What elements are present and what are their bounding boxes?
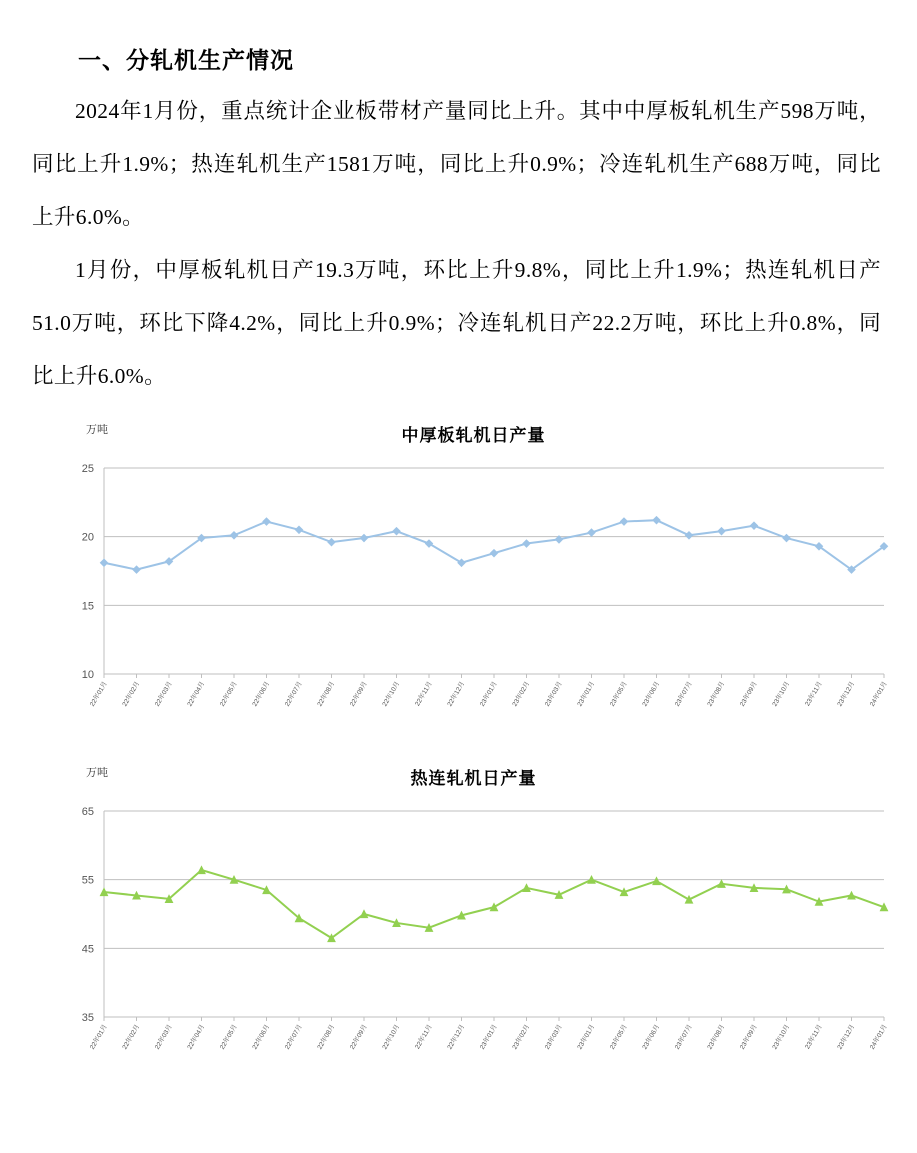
svg-text:10: 10 xyxy=(81,669,94,681)
svg-text:22年07月: 22年07月 xyxy=(283,680,304,708)
paragraph-2: 1月份，中厚板轧机日产19.3万吨，环比上升9.8%，同比上升1.9%；热连轧机日产51.0万吨，环比下降4.2%，同比上升0.9%；冷连轧机日产22.2万吨，环比上升0.8%，同比上升6.0%。 xyxy=(32,258,881,388)
svg-text:25: 25 xyxy=(81,463,94,475)
svg-text:22年06月: 22年06月 xyxy=(251,1023,272,1051)
svg-text:22年10月: 22年10月 xyxy=(381,680,402,708)
svg-text:22年03月: 22年03月 xyxy=(153,680,174,708)
svg-text:23年02月: 23年02月 xyxy=(511,680,532,708)
svg-text:22年08月: 22年08月 xyxy=(316,680,337,708)
svg-text:35: 35 xyxy=(81,1012,94,1024)
svg-text:23年06月: 23年06月 xyxy=(641,680,662,708)
svg-text:23年08月: 23年08月 xyxy=(706,680,727,708)
svg-text:23年12月: 23年12月 xyxy=(836,1023,857,1051)
chart-block-1 xyxy=(26,421,891,746)
chart-block-2 xyxy=(26,764,891,1089)
svg-text:23年05月: 23年05月 xyxy=(608,680,629,708)
svg-text:24年01月: 24年01月 xyxy=(868,680,889,708)
svg-text:22年09月: 22年09月 xyxy=(348,680,369,708)
svg-text:20: 20 xyxy=(81,531,94,544)
svg-text:23年01月: 23年01月 xyxy=(478,1023,499,1051)
chart-1-title: 中厚板轧机日产量 xyxy=(401,426,546,446)
chart-2-unit-label: 万吨 xyxy=(86,767,108,779)
svg-text:23年01月: 23年01月 xyxy=(576,1023,597,1051)
svg-text:23年02月: 23年02月 xyxy=(511,1023,532,1051)
svg-text:22年11月: 22年11月 xyxy=(414,1023,434,1051)
svg-text:22年05月: 22年05月 xyxy=(218,1023,239,1051)
svg-text:22年01月: 22年01月 xyxy=(88,680,109,708)
svg-text:23年07月: 23年07月 xyxy=(673,680,694,708)
svg-text:22年09月: 22年09月 xyxy=(348,1023,369,1051)
svg-text:23年11月: 23年11月 xyxy=(804,1023,824,1051)
svg-text:23年07月: 23年07月 xyxy=(673,1023,694,1051)
svg-text:22年02月: 22年02月 xyxy=(121,680,142,708)
svg-text:23年03月: 23年03月 xyxy=(543,1023,564,1051)
chart-1-plot xyxy=(26,446,906,746)
svg-text:22年02月: 22年02月 xyxy=(121,1023,142,1051)
svg-text:22年12月: 22年12月 xyxy=(446,1023,467,1051)
svg-text:22年03月: 22年03月 xyxy=(153,1023,174,1051)
svg-text:15: 15 xyxy=(81,600,94,613)
svg-text:23年01月: 23年01月 xyxy=(576,680,597,708)
svg-text:22年10月: 22年10月 xyxy=(381,1023,402,1051)
svg-text:22年07月: 22年07月 xyxy=(283,1023,304,1051)
svg-text:22年01月: 22年01月 xyxy=(88,1023,109,1051)
svg-text:22年05月: 22年05月 xyxy=(218,680,239,708)
svg-text:22年11月: 22年11月 xyxy=(414,680,434,708)
svg-text:22年12月: 22年12月 xyxy=(446,680,467,708)
svg-text:23年09月: 23年09月 xyxy=(738,1023,759,1051)
svg-text:22年06月: 22年06月 xyxy=(251,680,272,708)
svg-text:23年01月: 23年01月 xyxy=(478,680,499,708)
svg-text:22年04月: 22年04月 xyxy=(186,1023,207,1051)
svg-text:23年06月: 23年06月 xyxy=(641,1023,662,1051)
svg-text:23年05月: 23年05月 xyxy=(608,1023,629,1051)
svg-text:23年12月: 23年12月 xyxy=(836,680,857,708)
page-title: 一、分轧机生产情况 xyxy=(78,48,294,74)
chart-2-plot xyxy=(26,789,906,1089)
svg-text:23年09月: 23年09月 xyxy=(738,680,759,708)
svg-text:22年08月: 22年08月 xyxy=(316,1023,337,1051)
svg-text:24年01月: 24年01月 xyxy=(868,1023,889,1051)
chart-1-unit-label: 万吨 xyxy=(86,424,108,436)
svg-text:45: 45 xyxy=(81,943,94,956)
paragraph-1: 2024年1月份，重点统计企业板带材产量同比上升。其中中厚板轧机生产598万吨，同比上升1.9%；热连轧机生产1581万吨，同比上升0.9%；冷连轧机生产688万吨，同比上升6.0%。 xyxy=(32,99,881,229)
svg-text:23年08月: 23年08月 xyxy=(706,1023,727,1051)
svg-text:23年10月: 23年10月 xyxy=(771,680,792,708)
svg-text:23年03月: 23年03月 xyxy=(543,680,564,708)
svg-text:65: 65 xyxy=(81,806,94,818)
svg-text:23年11月: 23年11月 xyxy=(804,680,824,708)
svg-text:23年10月: 23年10月 xyxy=(771,1023,792,1051)
chart-2-title: 热连轧机日产量 xyxy=(410,769,537,789)
svg-text:22年04月: 22年04月 xyxy=(186,680,207,708)
svg-text:55: 55 xyxy=(81,874,94,887)
